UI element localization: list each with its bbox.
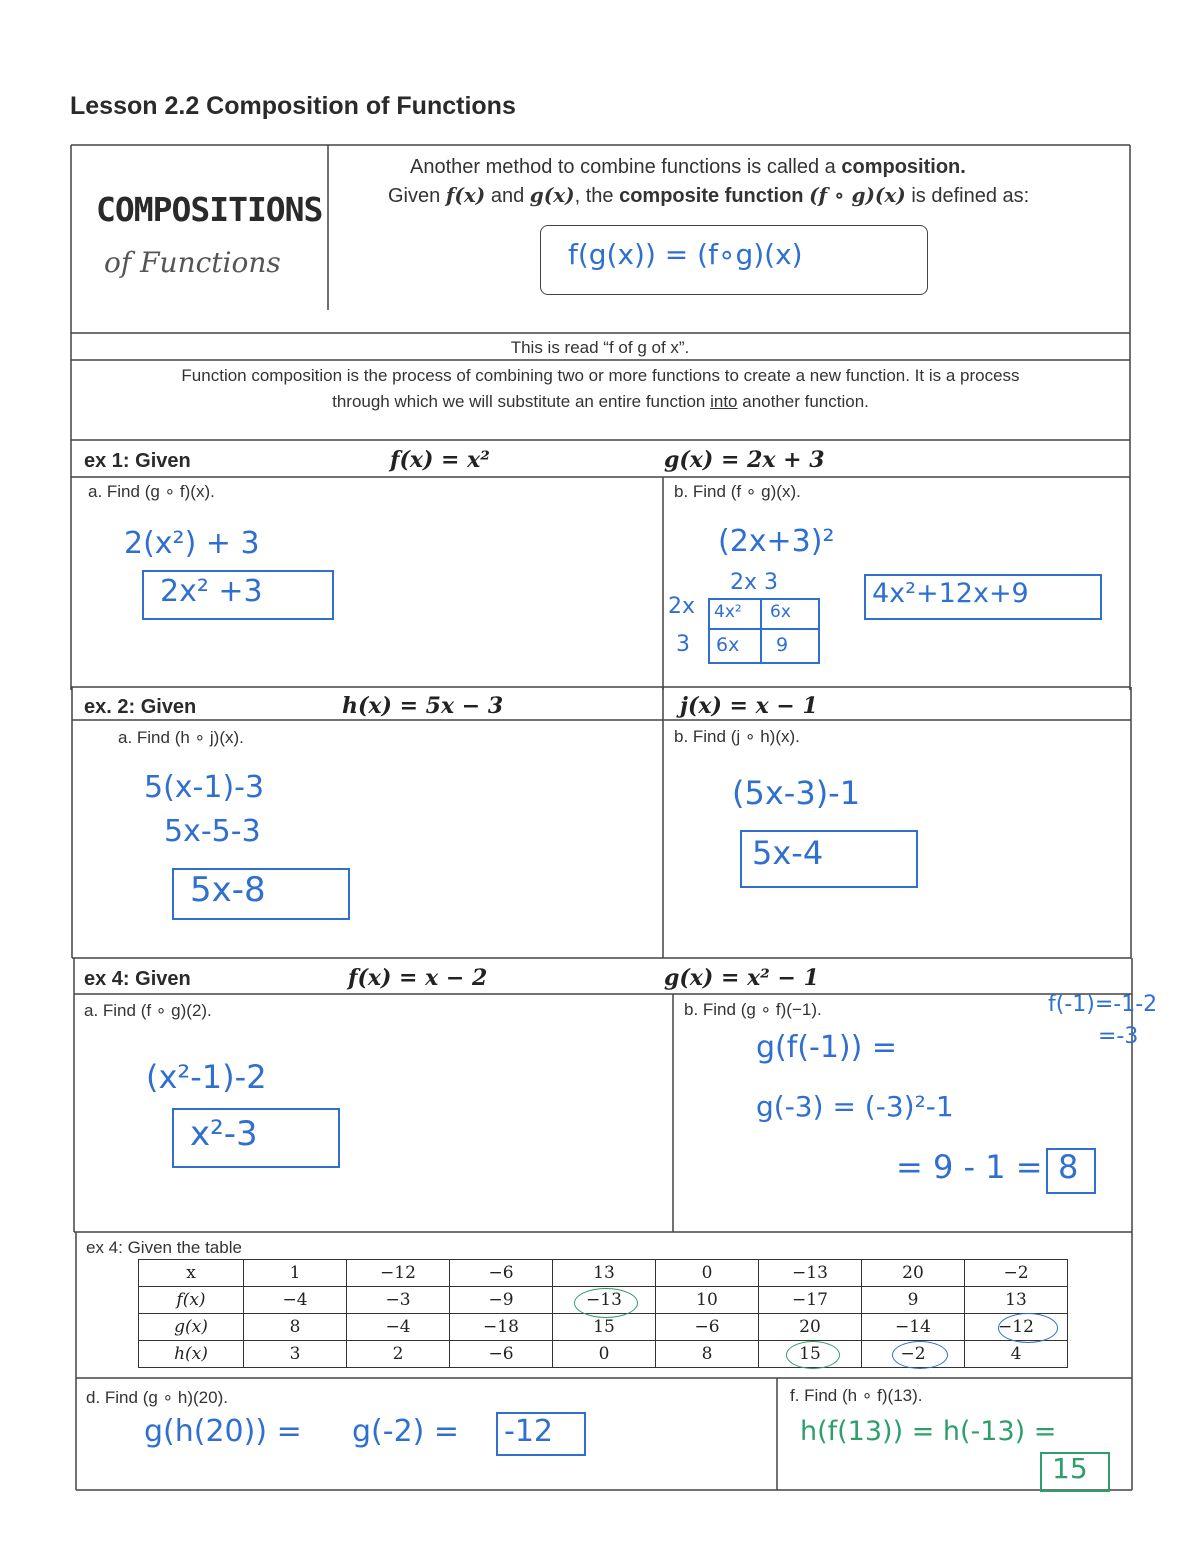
table-head-gx: g(x) xyxy=(139,1314,244,1341)
ex3-label: ex 4: Given xyxy=(84,968,191,990)
ex2-a-work-2: 5x-5-3 xyxy=(164,814,261,849)
ex4-d-answer: -12 xyxy=(504,1414,553,1449)
ex2-b-answer: 5x-4 xyxy=(752,834,824,872)
ex3-side-note-1: f(-1)=-1-2 xyxy=(1048,992,1158,1017)
ex4-f-work: h(f(13)) = h(-13) = xyxy=(800,1416,1057,1447)
ex1-f: f(x) = x² xyxy=(390,447,490,473)
circle-mark-h20 xyxy=(892,1341,948,1369)
ex1-box-row2-head: 3 xyxy=(676,632,690,657)
ex4-f-label: f. Find (h ∘ f)(13). xyxy=(790,1386,923,1405)
ex2-label: ex. 2: Given xyxy=(84,696,197,718)
table-cell: −6 xyxy=(656,1314,759,1341)
ex4-f-answer: 15 xyxy=(1052,1452,1088,1485)
table-cell: −2 xyxy=(862,1341,965,1368)
ex1-box-r2c1: 6x xyxy=(716,634,740,656)
table-cell: −6 xyxy=(450,1341,553,1368)
explain-text: through which we will substitute an entire function xyxy=(332,392,711,411)
ex3-a-work: (x²-1)-2 xyxy=(146,1058,267,1096)
ex2-h: h(x) = 5x − 3 xyxy=(342,693,504,719)
intro-text: Given xyxy=(388,185,446,207)
table-cell: 15 xyxy=(759,1341,862,1368)
table-cell: 13 xyxy=(553,1260,656,1287)
ex3-side-note-2: =-3 xyxy=(1098,1024,1139,1049)
ex1-g: g(x) = 2x + 3 xyxy=(664,447,825,473)
ex2-a-work-1: 5(x-1)-3 xyxy=(144,770,265,805)
table-head-hx: h(x) xyxy=(139,1341,244,1368)
ex4-label: ex 4: Given the table xyxy=(86,1238,242,1257)
table-cell: 8 xyxy=(656,1341,759,1368)
ex1-a-answer: 2x² +3 xyxy=(160,574,263,609)
explain-line-2 xyxy=(71,392,1130,412)
ex2-j: j(x) = x − 1 xyxy=(680,693,818,719)
ex3-b-answer: 8 xyxy=(1058,1148,1079,1186)
table-cell: 8 xyxy=(244,1314,347,1341)
table-cell: 13 xyxy=(965,1287,1068,1314)
definition-handwritten: f(g(x)) = (f∘g)(x) xyxy=(568,238,803,271)
ex1-box-r1c2: 6x xyxy=(770,602,791,622)
ex4-d-work-1: g(h(20)) = xyxy=(144,1414,302,1449)
logo-of-functions: of Functions xyxy=(104,246,281,279)
ex1-area-box-divider-v xyxy=(760,598,762,662)
intro-line-1 xyxy=(410,156,966,179)
circle-mark-g-neg2 xyxy=(998,1313,1058,1343)
ex3-b-work-1: g(f(-1)) = xyxy=(756,1030,898,1065)
ex2-a-answer: 5x-8 xyxy=(190,870,266,910)
ex1-box-r2c2: 9 xyxy=(776,634,789,656)
ex3-a-label: a. Find (f ∘ g)(2). xyxy=(84,1001,212,1020)
intro-text: and xyxy=(485,185,530,207)
explain-line-1: Function composition is the process of combining two or more functions to create a new function. It is a process xyxy=(181,366,1020,385)
ex3-g: g(x) = x² − 1 xyxy=(664,965,819,991)
table-cell: 20 xyxy=(759,1314,862,1341)
ex1-label: ex 1: Given xyxy=(84,450,191,472)
ex1-b-label: b. Find (f ∘ g)(x). xyxy=(674,482,801,501)
table-cell: 0 xyxy=(656,1260,759,1287)
table-cell: −14 xyxy=(862,1314,965,1341)
table-cell: −12 xyxy=(965,1314,1068,1341)
intro-line-2 xyxy=(388,183,1029,208)
ex3-f: f(x) = x − 2 xyxy=(348,965,488,991)
circle-mark-f13 xyxy=(574,1288,638,1318)
ex1-box-r1c1: 4x² xyxy=(714,602,742,622)
explain-underline: into xyxy=(710,392,738,411)
table-cell: 15 xyxy=(553,1314,656,1341)
intro-fx: f(x) xyxy=(445,183,486,207)
ex2-b-label: b. Find (j ∘ h)(x). xyxy=(674,727,800,746)
table-cell: −9 xyxy=(450,1287,553,1314)
table-cell: 3 xyxy=(244,1341,347,1368)
read-as: This is read “f of g of x”. xyxy=(510,338,690,357)
ex3-b-work-2: g(-3) = (-3)²-1 xyxy=(756,1090,954,1123)
intro-bold: composite function xyxy=(619,185,804,207)
ex1-box-top: 2x 3 xyxy=(730,570,779,595)
table-cell: 20 xyxy=(862,1260,965,1287)
table-cell: 9 xyxy=(862,1287,965,1314)
ex2-a-label: a. Find (h ∘ j)(x). xyxy=(118,728,244,747)
ex1-b-work: (2x+3)² xyxy=(718,524,835,559)
circle-mark-h-neg13 xyxy=(786,1341,840,1369)
explain-text: another function. xyxy=(737,392,869,411)
table-cell: 4 xyxy=(965,1341,1068,1368)
ex1-a-work: 2(x²) + 3 xyxy=(124,526,260,561)
page-title: Lesson 2.2 Composition of Functions xyxy=(70,92,516,120)
table-cell: −3 xyxy=(347,1287,450,1314)
logo-compositions: COMPOSITIONS xyxy=(96,190,323,229)
table-cell: −17 xyxy=(759,1287,862,1314)
intro-text: Another method to combine functions is called a xyxy=(410,156,842,178)
ex1-a-label: a. Find (g ∘ f)(x). xyxy=(88,482,215,501)
intro-text: is defined as: xyxy=(905,185,1030,207)
table-cell: −4 xyxy=(244,1287,347,1314)
table-cell: −13 xyxy=(759,1260,862,1287)
table-cell: −6 xyxy=(450,1260,553,1287)
ex2-b-work-1: (5x-3)-1 xyxy=(732,774,861,812)
table-cell: −4 xyxy=(347,1314,450,1341)
ex3-b-work-3: = 9 - 1 = xyxy=(896,1148,1043,1186)
table-cell: 0 xyxy=(553,1341,656,1368)
table-head-x: x xyxy=(139,1260,244,1287)
intro-gx: g(x) xyxy=(529,183,575,207)
ex4-d-label: d. Find (g ∘ h)(20). xyxy=(86,1388,228,1407)
table-cell: −18 xyxy=(450,1314,553,1341)
table-cell: −13 xyxy=(553,1287,656,1314)
table-head-fx: f(x) xyxy=(139,1287,244,1314)
ex3-b-label: b. Find (g ∘ f)(−1). xyxy=(684,1000,822,1019)
table-cell: −2 xyxy=(965,1260,1068,1287)
table-cell: 10 xyxy=(656,1287,759,1314)
table-cell: 1 xyxy=(244,1260,347,1287)
ex1-area-box-divider-h xyxy=(708,628,818,630)
ex1-box-row1-head: 2x xyxy=(668,594,696,619)
table-cell: −12 xyxy=(347,1260,450,1287)
ex3-a-answer: x²-3 xyxy=(190,1114,258,1154)
intro-bold: composition. xyxy=(841,156,966,178)
ex4-d-work-2: g(-2) = xyxy=(352,1414,460,1449)
intro-composite: (f ∘ g)(x) xyxy=(809,183,906,207)
table-cell: 2 xyxy=(347,1341,450,1368)
intro-text: , the xyxy=(574,185,620,207)
table-row xyxy=(139,1260,1068,1287)
ex1-b-answer: 4x²+12x+9 xyxy=(872,578,1029,609)
